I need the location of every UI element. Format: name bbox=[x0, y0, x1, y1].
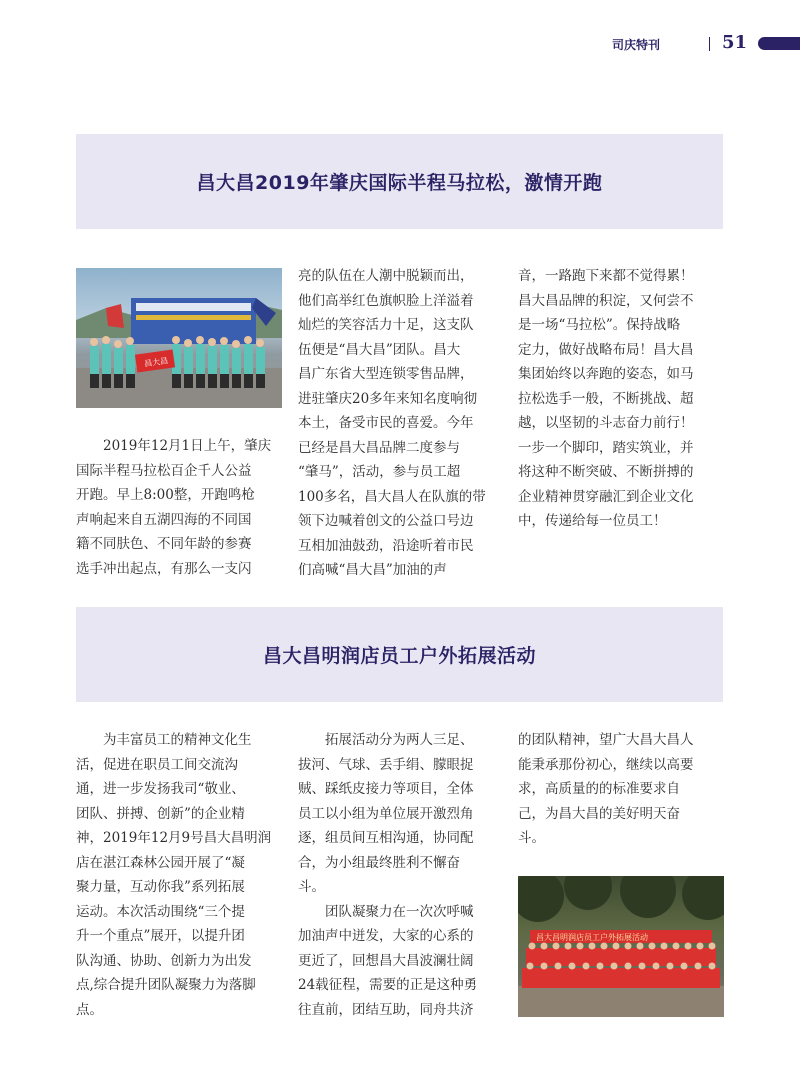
banner-text: 昌大昌明润店员工户外拓展活动 bbox=[536, 933, 648, 942]
text-line: 团队、拼搏、创新”的企业精 bbox=[76, 805, 245, 822]
text-line: 斗。 bbox=[298, 879, 325, 895]
text-line: “肇马”，活动，参与员工超 bbox=[298, 464, 461, 480]
text-line: 2019年12月1日上午，肇庆 bbox=[103, 438, 272, 454]
text-line: 更近了，回想昌大昌波澜壮阔 bbox=[298, 952, 474, 969]
article2-col2 bbox=[298, 728, 504, 1022]
text-line: 运动。本次活动围绕“三个提 bbox=[76, 903, 245, 920]
text-line: 合，为小组最终胜利不懈奋 bbox=[298, 854, 460, 871]
text-line: 灿烂的笑容活力十足，这支队 bbox=[298, 317, 474, 333]
text-line: 活，促进在职员工间交流沟 bbox=[76, 756, 238, 773]
text-line: 籍不同肤色、不同年龄的参赛 bbox=[76, 536, 252, 552]
text-line: 拉松选手一般，不断挑战、超 bbox=[518, 390, 694, 407]
text-line: 国际半程马拉松百企千人公益 bbox=[76, 462, 252, 479]
text-line: 点,综合提升团队凝聚力为落脚 bbox=[76, 977, 256, 993]
text-line: 昌大昌品牌的积淀，又何尝不 bbox=[518, 292, 694, 309]
text-line: 本土，备受市民的喜爱。今年 bbox=[298, 415, 474, 431]
text-line: 通，进一步发扬我司“敬业、 bbox=[76, 781, 245, 797]
text-line: 拓展活动分为两人三足、 bbox=[325, 732, 474, 748]
header-divider bbox=[709, 37, 710, 51]
text-line: 店在湛江森林公园开展了“凝 bbox=[76, 854, 245, 871]
flag-text: 昌大昌 bbox=[143, 356, 169, 369]
article1-col3 bbox=[518, 264, 724, 534]
text-line: 定力，做好战略布局！昌大昌 bbox=[518, 341, 694, 358]
text-line: 斗。 bbox=[518, 830, 545, 846]
text-line: 声响起来自五湖四海的不同国 bbox=[76, 511, 252, 528]
marathon-photo bbox=[76, 268, 282, 408]
text-line: 中，传递给每一位员工！ bbox=[518, 513, 667, 529]
text-line: 己，为昌大昌的美好明天奋 bbox=[518, 805, 680, 822]
text-line: 拔河、气球、丢手绢、朦眼捉 bbox=[298, 756, 474, 773]
text-line: 越，以坚韧的斗志奋力前行！ bbox=[518, 415, 694, 431]
text-line: 们高喊“昌大昌”加油的声 bbox=[298, 562, 447, 578]
text-line: 团队凝聚力在一次次呼喊 bbox=[325, 903, 474, 920]
text-line: 将这种不断突破、不断拼搏的 bbox=[518, 464, 694, 480]
article1-title: 昌大昌2019年肇庆国际半程马拉松，激情开跑 bbox=[196, 172, 603, 194]
running-header-title: 司庆特刊 bbox=[612, 38, 661, 52]
article1-col2 bbox=[298, 264, 504, 583]
text-line: 员工以小组为单位展开激烈角 bbox=[298, 805, 474, 822]
text-line: 选手冲出起点，有那么一支闪 bbox=[76, 560, 252, 577]
article1-col1 bbox=[76, 434, 282, 581]
text-line: 一步一个脚印，踏实筑业，并 bbox=[518, 439, 694, 456]
text-line: 加油声中迸发，大家的心系的 bbox=[298, 928, 474, 944]
article2-col3 bbox=[518, 728, 724, 851]
text-line: 已经是昌大昌品牌二度参与 bbox=[298, 439, 460, 456]
text-line: 能秉承那份初心，继续以高要 bbox=[518, 756, 694, 773]
text-line: 音，一路跑下来都不觉得累！ bbox=[518, 268, 694, 284]
text-line: 伍便是“昌大昌”团队。昌大 bbox=[298, 341, 461, 358]
text-line: 神，2019年12月9号昌大昌明润 bbox=[76, 830, 272, 846]
article1-title-banner bbox=[76, 134, 723, 229]
article2-col1 bbox=[76, 728, 282, 1022]
text-line: 昌广东省大型连锁零售品牌， bbox=[298, 366, 474, 382]
page-number: 51 bbox=[722, 32, 748, 53]
text-line: 的团队精神，望广大昌大昌人 bbox=[518, 732, 694, 748]
text-line: 逐，组员间互相沟通，协同配 bbox=[298, 830, 474, 846]
header-accent-bar bbox=[758, 37, 800, 50]
text-line: 24载征程，需要的正是这种勇 bbox=[298, 977, 478, 993]
text-line: 点。 bbox=[76, 1001, 103, 1018]
text-line: 100多名，昌大昌人在队旗的带 bbox=[298, 488, 486, 505]
text-line: 贼、踩纸皮接力等项目，全体 bbox=[298, 781, 474, 797]
text-line: 企业精神贯穿融汇到企业文化 bbox=[518, 488, 694, 505]
text-line: 升一个重点”展开，以提升团 bbox=[76, 928, 245, 944]
text-line: 聚力量，互动你我”系列拓展 bbox=[76, 879, 245, 895]
text-line: 集团始终以奔跑的姿态，如马 bbox=[518, 366, 694, 382]
text-line: 开跑。早上8:00整，开跑鸣枪 bbox=[76, 487, 255, 503]
text-line: 求，高质量的的标准要求自 bbox=[518, 781, 680, 797]
text-line: 队沟通、协助、创新力为出发 bbox=[76, 952, 252, 969]
team-building-photo bbox=[518, 876, 724, 1017]
text-line: 他们高举红色旗帜脸上洋溢着 bbox=[298, 292, 474, 309]
text-line: 往直前，团结互助，同舟共济 bbox=[298, 1001, 474, 1018]
text-line: 为丰富员工的精神文化生 bbox=[103, 732, 252, 748]
text-line: 亮的队伍在人潮中脱颖而出， bbox=[298, 268, 474, 284]
article2-title-banner bbox=[76, 607, 723, 702]
text-line: 领下边喊着创文的公益口号边 bbox=[298, 513, 474, 529]
article2-title: 昌大昌明润店员工户外拓展活动 bbox=[262, 645, 536, 667]
text-line: 是一场“马拉松”。保持战略 bbox=[518, 317, 681, 333]
text-line: 进驻肇庆20多年来知名度响彻 bbox=[298, 390, 478, 407]
text-line: 互相加油鼓劲，沿途听着市民 bbox=[298, 537, 474, 554]
